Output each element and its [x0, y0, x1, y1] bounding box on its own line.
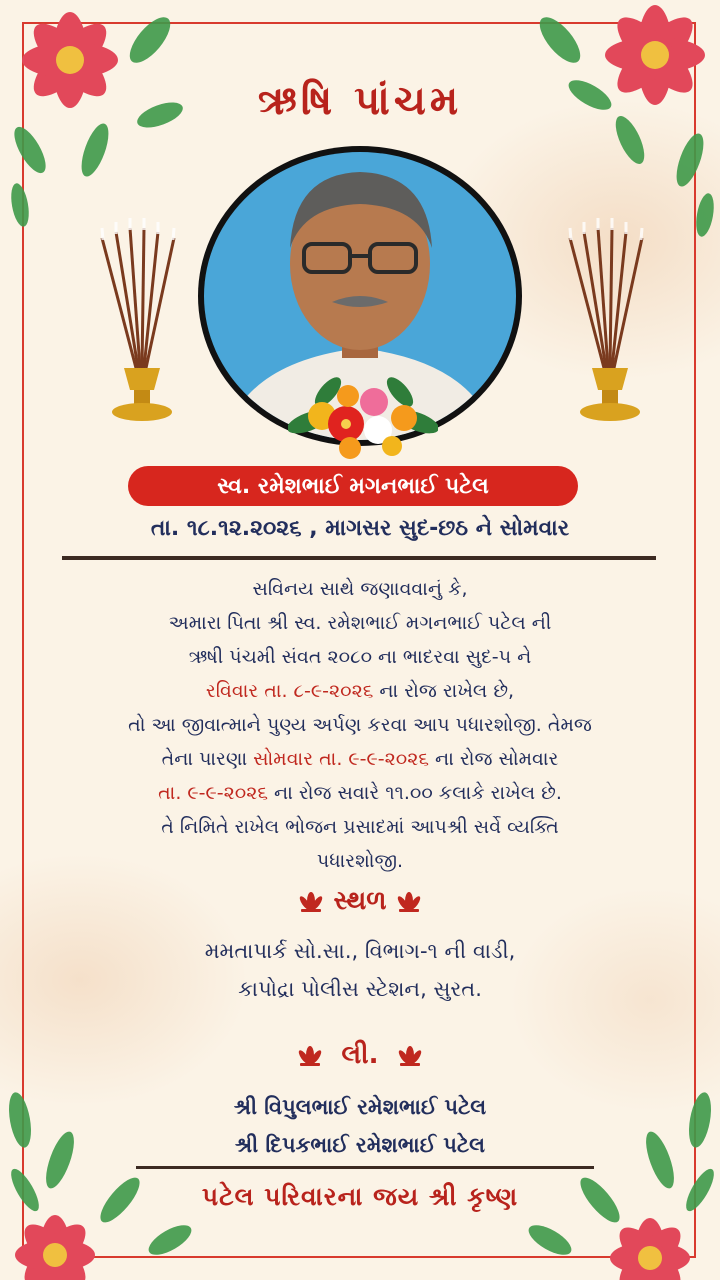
lotus-icon [297, 1046, 323, 1066]
venue-heading [0, 886, 720, 917]
date-line: તા. ૧૮.૧૨.૨૦૨૬ , માગસર સુદ-છઠ ને સોમવાર [150, 516, 570, 541]
message-line: તે નિમિતે રાખેલ ભોજન પ્રસાદમાં આપશ્રી સર્વે વ્યક્તિ [161, 816, 559, 838]
deceased-name: સ્વ. રમેશભાઈ મગનભાઈ પટેલ [217, 473, 489, 499]
incense-stand-icon [560, 218, 656, 424]
signatories-heading [0, 1040, 720, 1071]
divider [62, 556, 656, 560]
venue-heading-text: સ્થળ [333, 886, 387, 916]
address-line: કાપોદ્રા પોલીસ સ્ટેશન, સુરત. [238, 977, 482, 1001]
message-line [40, 674, 680, 708]
message-line: ઋષી પંચમી સંવત ૨૦૮૦ ના ભાદરવા સુદ-૫ ને [188, 646, 532, 668]
message-text: ના રોજ સવારે ૧૧.૦૦ કલાકે રાખેલ છે. [268, 782, 562, 804]
signatories-heading-text: લી. [341, 1040, 379, 1070]
deceased-name-banner [128, 466, 578, 506]
lotus-icon [397, 1046, 423, 1066]
venue-address [0, 932, 720, 1008]
highlight-date: તા. ૯-૯-૨૦૨૬ [158, 782, 268, 804]
message-line [40, 742, 680, 776]
message-text: તેના પારણા [161, 748, 254, 770]
lotus-icon [396, 892, 422, 912]
message-text: ના રોજ સોમવાર [429, 748, 559, 770]
message-text: ના રોજ રાખેલ છે, [373, 680, 515, 702]
footer-greeting: પટેલ પરિવારના જય શ્રી કૃષ્ણ [201, 1182, 519, 1211]
page-title: ઋષિ પાંચમ [257, 78, 463, 124]
signatory-name: શ્રી વિપુલભાઈ રમેશભાઈ પટેલ [233, 1095, 487, 1119]
message-line: તો આ જીવાત્માને પુણ્ય અર્પણ કરવા આપ પધારશોજી. તેમજ [128, 714, 592, 736]
message-body [40, 572, 680, 878]
message-line: અમારા પિતા શ્રી સ્વ. રમેશભાઈ મગનભાઈ પટેલ ની [168, 612, 552, 634]
highlight-date: સોમવાર તા. ૯-૯-૨૦૨૬ [253, 748, 429, 770]
divider [136, 1166, 594, 1169]
message-line: પધારશોજી. [316, 850, 404, 872]
message-line [40, 776, 680, 810]
address-line: મમતાપાર્ક સો.સા., વિભાગ-૧ ની વાડી, [204, 939, 516, 963]
highlight-date: રવિવાર તા. ૮-૯-૨૦૨૬ [205, 680, 374, 702]
incense-stand-icon [92, 218, 188, 424]
signatory-name: શ્રી દિપકભાઈ રમેશભાઈ પટેલ [235, 1133, 485, 1157]
lotus-icon [298, 892, 324, 912]
flower-garland-icon [288, 372, 438, 462]
signatories-list [0, 1088, 720, 1164]
message-line: સવિનય સાથે જણાવવાનું કે, [252, 578, 468, 600]
